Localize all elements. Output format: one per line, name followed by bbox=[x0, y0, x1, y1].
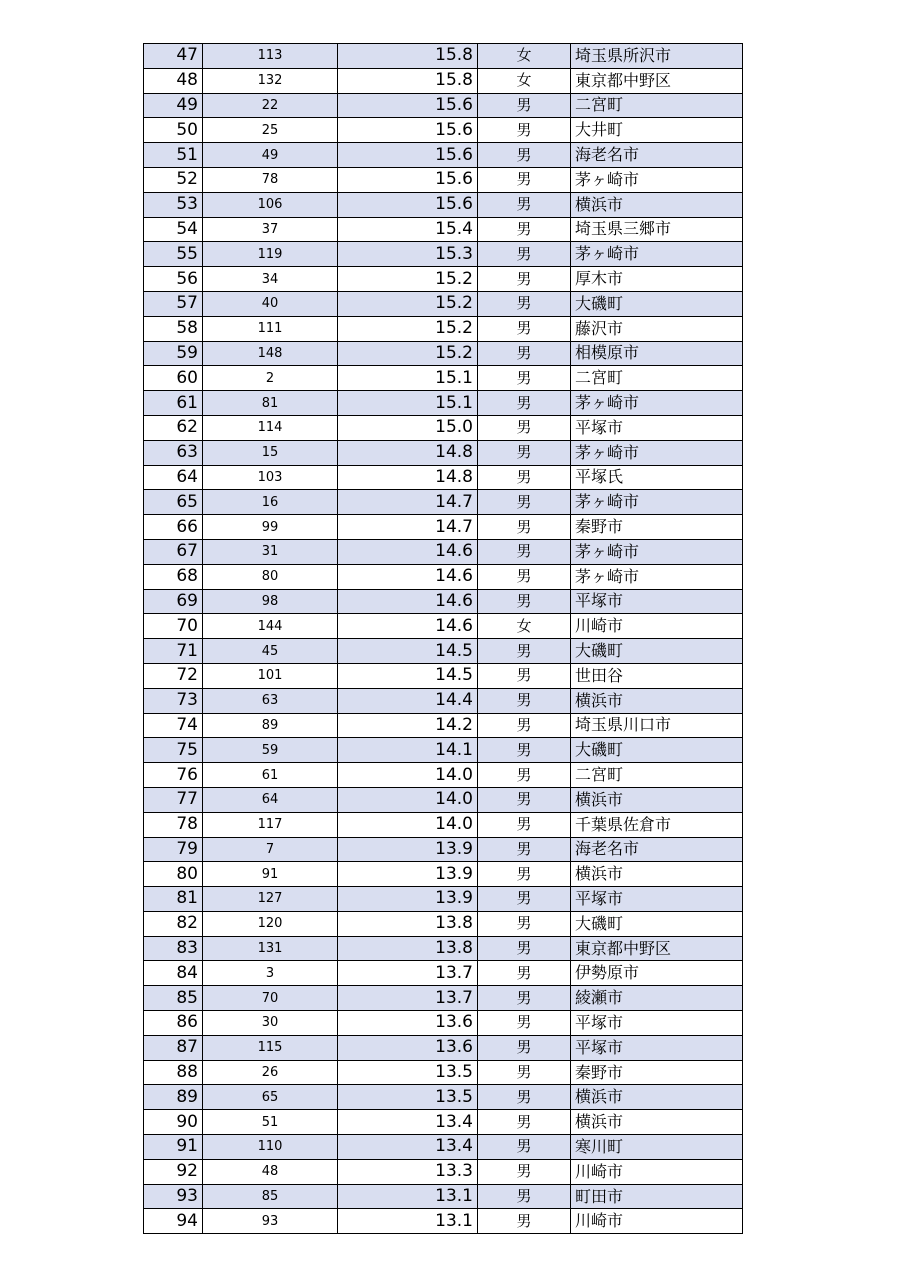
city-cell: 二宮町 bbox=[571, 763, 743, 788]
bib-number-cell: 144 bbox=[203, 614, 338, 639]
rank-cell: 66 bbox=[144, 515, 203, 540]
table-row bbox=[144, 93, 743, 118]
table-row bbox=[144, 366, 743, 391]
city-cell: 海老名市 bbox=[571, 143, 743, 168]
bib-number-cell: 45 bbox=[203, 639, 338, 664]
bib-number-cell: 117 bbox=[203, 812, 338, 837]
record-cell: 15.6 bbox=[338, 192, 478, 217]
city-cell: 横浜市 bbox=[571, 787, 743, 812]
table-row bbox=[144, 192, 743, 217]
table-row bbox=[144, 763, 743, 788]
rank-cell: 74 bbox=[144, 713, 203, 738]
bib-number-cell: 113 bbox=[203, 44, 338, 69]
rank-cell: 50 bbox=[144, 118, 203, 143]
bib-number-cell: 91 bbox=[203, 862, 338, 887]
rank-cell: 91 bbox=[144, 1135, 203, 1160]
rank-cell: 82 bbox=[144, 911, 203, 936]
rank-cell: 71 bbox=[144, 639, 203, 664]
bib-number-cell: 30 bbox=[203, 1011, 338, 1036]
city-cell: 茅ヶ崎市 bbox=[571, 391, 743, 416]
record-cell: 13.7 bbox=[338, 986, 478, 1011]
bib-number-cell: 93 bbox=[203, 1209, 338, 1234]
bib-number-cell: 98 bbox=[203, 589, 338, 614]
table-row bbox=[144, 1135, 743, 1160]
sex-cell: 男 bbox=[478, 291, 571, 316]
record-cell: 15.6 bbox=[338, 143, 478, 168]
city-cell: 平塚氏 bbox=[571, 465, 743, 490]
rank-cell: 76 bbox=[144, 763, 203, 788]
bib-number-cell: 49 bbox=[203, 143, 338, 168]
record-cell: 14.6 bbox=[338, 564, 478, 589]
record-cell: 13.4 bbox=[338, 1110, 478, 1135]
record-cell: 14.8 bbox=[338, 465, 478, 490]
city-cell: 東京都中野区 bbox=[571, 68, 743, 93]
rank-cell: 57 bbox=[144, 291, 203, 316]
table-row bbox=[144, 614, 743, 639]
record-cell: 13.8 bbox=[338, 936, 478, 961]
city-cell: 千葉県佐倉市 bbox=[571, 812, 743, 837]
sex-cell: 男 bbox=[478, 515, 571, 540]
sex-cell: 男 bbox=[478, 1209, 571, 1234]
city-cell: 平塚市 bbox=[571, 1035, 743, 1060]
record-cell: 15.6 bbox=[338, 167, 478, 192]
sex-cell: 男 bbox=[478, 961, 571, 986]
rank-cell: 75 bbox=[144, 738, 203, 763]
city-cell: 海老名市 bbox=[571, 837, 743, 862]
rank-cell: 67 bbox=[144, 539, 203, 564]
sex-cell: 男 bbox=[478, 316, 571, 341]
table-row bbox=[144, 44, 743, 69]
city-cell: 町田市 bbox=[571, 1184, 743, 1209]
sex-cell: 男 bbox=[478, 167, 571, 192]
bib-number-cell: 106 bbox=[203, 192, 338, 217]
sex-cell: 男 bbox=[478, 440, 571, 465]
sex-cell: 男 bbox=[478, 589, 571, 614]
bib-number-cell: 2 bbox=[203, 366, 338, 391]
city-cell: 二宮町 bbox=[571, 366, 743, 391]
record-cell: 13.1 bbox=[338, 1209, 478, 1234]
table-row bbox=[144, 1159, 743, 1184]
sex-cell: 男 bbox=[478, 267, 571, 292]
bib-number-cell: 89 bbox=[203, 713, 338, 738]
city-cell: 大磯町 bbox=[571, 291, 743, 316]
city-cell: 茅ヶ崎市 bbox=[571, 490, 743, 515]
rank-cell: 59 bbox=[144, 341, 203, 366]
record-cell: 14.2 bbox=[338, 713, 478, 738]
city-cell: 横浜市 bbox=[571, 862, 743, 887]
bib-number-cell: 31 bbox=[203, 539, 338, 564]
sex-cell: 男 bbox=[478, 192, 571, 217]
results-table bbox=[143, 43, 743, 1234]
city-cell: 二宮町 bbox=[571, 93, 743, 118]
record-cell: 13.3 bbox=[338, 1159, 478, 1184]
record-cell: 14.7 bbox=[338, 515, 478, 540]
rank-cell: 48 bbox=[144, 68, 203, 93]
sex-cell: 女 bbox=[478, 44, 571, 69]
sex-cell: 男 bbox=[478, 415, 571, 440]
sex-cell: 男 bbox=[478, 118, 571, 143]
table-row bbox=[144, 341, 743, 366]
record-cell: 13.9 bbox=[338, 862, 478, 887]
rank-cell: 69 bbox=[144, 589, 203, 614]
table-row bbox=[144, 167, 743, 192]
bib-number-cell: 111 bbox=[203, 316, 338, 341]
sex-cell: 男 bbox=[478, 887, 571, 912]
city-cell: 大磯町 bbox=[571, 738, 743, 763]
table-row bbox=[144, 118, 743, 143]
table-row bbox=[144, 862, 743, 887]
table-row bbox=[144, 961, 743, 986]
table-row bbox=[144, 713, 743, 738]
table-row bbox=[144, 217, 743, 242]
sex-cell: 男 bbox=[478, 391, 571, 416]
table-row bbox=[144, 639, 743, 664]
bib-number-cell: 40 bbox=[203, 291, 338, 316]
table-row bbox=[144, 391, 743, 416]
sex-cell: 男 bbox=[478, 143, 571, 168]
table-row bbox=[144, 837, 743, 862]
rank-cell: 63 bbox=[144, 440, 203, 465]
rank-cell: 68 bbox=[144, 564, 203, 589]
bib-number-cell: 48 bbox=[203, 1159, 338, 1184]
city-cell: 平塚市 bbox=[571, 589, 743, 614]
bib-number-cell: 110 bbox=[203, 1135, 338, 1160]
record-cell: 15.6 bbox=[338, 118, 478, 143]
bib-number-cell: 34 bbox=[203, 267, 338, 292]
results-table-body bbox=[144, 44, 743, 1234]
city-cell: 平塚市 bbox=[571, 1011, 743, 1036]
bib-number-cell: 85 bbox=[203, 1184, 338, 1209]
rank-cell: 89 bbox=[144, 1085, 203, 1110]
bib-number-cell: 22 bbox=[203, 93, 338, 118]
record-cell: 14.5 bbox=[338, 639, 478, 664]
city-cell: 横浜市 bbox=[571, 1110, 743, 1135]
rank-cell: 72 bbox=[144, 663, 203, 688]
rank-cell: 81 bbox=[144, 887, 203, 912]
rank-cell: 70 bbox=[144, 614, 203, 639]
bib-number-cell: 16 bbox=[203, 490, 338, 515]
city-cell: 川崎市 bbox=[571, 1209, 743, 1234]
table-row bbox=[144, 787, 743, 812]
rank-cell: 93 bbox=[144, 1184, 203, 1209]
record-cell: 14.0 bbox=[338, 812, 478, 837]
sex-cell: 男 bbox=[478, 93, 571, 118]
record-cell: 14.1 bbox=[338, 738, 478, 763]
table-row bbox=[144, 1110, 743, 1135]
table-row bbox=[144, 440, 743, 465]
bib-number-cell: 132 bbox=[203, 68, 338, 93]
sex-cell: 男 bbox=[478, 1135, 571, 1160]
record-cell: 15.3 bbox=[338, 242, 478, 267]
table-row bbox=[144, 887, 743, 912]
bib-number-cell: 61 bbox=[203, 763, 338, 788]
record-cell: 13.5 bbox=[338, 1060, 478, 1085]
rank-cell: 64 bbox=[144, 465, 203, 490]
table-row bbox=[144, 515, 743, 540]
record-cell: 15.4 bbox=[338, 217, 478, 242]
rank-cell: 56 bbox=[144, 267, 203, 292]
city-cell: 寒川町 bbox=[571, 1135, 743, 1160]
bib-number-cell: 78 bbox=[203, 167, 338, 192]
record-cell: 15.6 bbox=[338, 93, 478, 118]
rank-cell: 47 bbox=[144, 44, 203, 69]
city-cell: 綾瀬市 bbox=[571, 986, 743, 1011]
city-cell: 埼玉県川口市 bbox=[571, 713, 743, 738]
city-cell: 茅ヶ崎市 bbox=[571, 167, 743, 192]
record-cell: 14.6 bbox=[338, 589, 478, 614]
sex-cell: 男 bbox=[478, 738, 571, 763]
bib-number-cell: 119 bbox=[203, 242, 338, 267]
sex-cell: 男 bbox=[478, 1085, 571, 1110]
record-cell: 15.2 bbox=[338, 267, 478, 292]
bib-number-cell: 120 bbox=[203, 911, 338, 936]
table-row bbox=[144, 663, 743, 688]
bib-number-cell: 7 bbox=[203, 837, 338, 862]
rank-cell: 77 bbox=[144, 787, 203, 812]
record-cell: 13.6 bbox=[338, 1035, 478, 1060]
sex-cell: 男 bbox=[478, 1159, 571, 1184]
record-cell: 14.6 bbox=[338, 539, 478, 564]
table-row bbox=[144, 986, 743, 1011]
rank-cell: 86 bbox=[144, 1011, 203, 1036]
table-row bbox=[144, 465, 743, 490]
bib-number-cell: 26 bbox=[203, 1060, 338, 1085]
rank-cell: 61 bbox=[144, 391, 203, 416]
city-cell: 茅ヶ崎市 bbox=[571, 242, 743, 267]
record-cell: 15.1 bbox=[338, 366, 478, 391]
record-cell: 14.0 bbox=[338, 787, 478, 812]
rank-cell: 49 bbox=[144, 93, 203, 118]
table-row bbox=[144, 242, 743, 267]
rank-cell: 80 bbox=[144, 862, 203, 887]
table-row bbox=[144, 1085, 743, 1110]
rank-cell: 78 bbox=[144, 812, 203, 837]
table-row bbox=[144, 68, 743, 93]
table-row bbox=[144, 143, 743, 168]
sex-cell: 男 bbox=[478, 936, 571, 961]
record-cell: 14.7 bbox=[338, 490, 478, 515]
record-cell: 13.9 bbox=[338, 887, 478, 912]
city-cell: 平塚市 bbox=[571, 887, 743, 912]
sex-cell: 男 bbox=[478, 713, 571, 738]
sex-cell: 男 bbox=[478, 812, 571, 837]
rank-cell: 55 bbox=[144, 242, 203, 267]
city-cell: 東京都中野区 bbox=[571, 936, 743, 961]
bib-number-cell: 131 bbox=[203, 936, 338, 961]
table-row bbox=[144, 738, 743, 763]
rank-cell: 88 bbox=[144, 1060, 203, 1085]
city-cell: 茅ヶ崎市 bbox=[571, 564, 743, 589]
table-row bbox=[144, 1035, 743, 1060]
city-cell: 横浜市 bbox=[571, 1085, 743, 1110]
sex-cell: 男 bbox=[478, 1184, 571, 1209]
sex-cell: 男 bbox=[478, 837, 571, 862]
bib-number-cell: 101 bbox=[203, 663, 338, 688]
record-cell: 13.4 bbox=[338, 1135, 478, 1160]
bib-number-cell: 80 bbox=[203, 564, 338, 589]
record-cell: 13.7 bbox=[338, 961, 478, 986]
city-cell: 川崎市 bbox=[571, 1159, 743, 1184]
bib-number-cell: 103 bbox=[203, 465, 338, 490]
table-row bbox=[144, 490, 743, 515]
record-cell: 14.6 bbox=[338, 614, 478, 639]
city-cell: 秦野市 bbox=[571, 515, 743, 540]
sex-cell: 男 bbox=[478, 763, 571, 788]
table-row bbox=[144, 812, 743, 837]
rank-cell: 90 bbox=[144, 1110, 203, 1135]
rank-cell: 92 bbox=[144, 1159, 203, 1184]
bib-number-cell: 81 bbox=[203, 391, 338, 416]
rank-cell: 54 bbox=[144, 217, 203, 242]
bib-number-cell: 3 bbox=[203, 961, 338, 986]
record-cell: 14.5 bbox=[338, 663, 478, 688]
record-cell: 15.1 bbox=[338, 391, 478, 416]
sex-cell: 男 bbox=[478, 1060, 571, 1085]
bib-number-cell: 115 bbox=[203, 1035, 338, 1060]
record-cell: 13.5 bbox=[338, 1085, 478, 1110]
rank-cell: 87 bbox=[144, 1035, 203, 1060]
record-cell: 15.0 bbox=[338, 415, 478, 440]
bib-number-cell: 59 bbox=[203, 738, 338, 763]
rank-cell: 73 bbox=[144, 688, 203, 713]
rank-cell: 84 bbox=[144, 961, 203, 986]
bib-number-cell: 70 bbox=[203, 986, 338, 1011]
sex-cell: 男 bbox=[478, 862, 571, 887]
table-row bbox=[144, 1184, 743, 1209]
rank-cell: 79 bbox=[144, 837, 203, 862]
city-cell: 相模原市 bbox=[571, 341, 743, 366]
table-row bbox=[144, 911, 743, 936]
rank-cell: 60 bbox=[144, 366, 203, 391]
record-cell: 15.8 bbox=[338, 44, 478, 69]
sex-cell: 男 bbox=[478, 1035, 571, 1060]
bib-number-cell: 114 bbox=[203, 415, 338, 440]
city-cell: 川崎市 bbox=[571, 614, 743, 639]
record-cell: 15.2 bbox=[338, 316, 478, 341]
sex-cell: 男 bbox=[478, 341, 571, 366]
city-cell: 埼玉県三郷市 bbox=[571, 217, 743, 242]
rank-cell: 85 bbox=[144, 986, 203, 1011]
sex-cell: 女 bbox=[478, 68, 571, 93]
sex-cell: 男 bbox=[478, 242, 571, 267]
rank-cell: 52 bbox=[144, 167, 203, 192]
table-row bbox=[144, 267, 743, 292]
bib-number-cell: 65 bbox=[203, 1085, 338, 1110]
table-row bbox=[144, 564, 743, 589]
record-cell: 13.8 bbox=[338, 911, 478, 936]
table-row bbox=[144, 539, 743, 564]
record-cell: 15.2 bbox=[338, 341, 478, 366]
record-cell: 13.1 bbox=[338, 1184, 478, 1209]
table-row bbox=[144, 1011, 743, 1036]
city-cell: 茅ヶ崎市 bbox=[571, 440, 743, 465]
sex-cell: 男 bbox=[478, 688, 571, 713]
sex-cell: 男 bbox=[478, 663, 571, 688]
table-row bbox=[144, 936, 743, 961]
table-row bbox=[144, 316, 743, 341]
bib-number-cell: 63 bbox=[203, 688, 338, 713]
bib-number-cell: 51 bbox=[203, 1110, 338, 1135]
rank-cell: 94 bbox=[144, 1209, 203, 1234]
record-cell: 15.8 bbox=[338, 68, 478, 93]
sex-cell: 男 bbox=[478, 787, 571, 812]
city-cell: 大磯町 bbox=[571, 911, 743, 936]
sex-cell: 男 bbox=[478, 539, 571, 564]
sex-cell: 男 bbox=[478, 564, 571, 589]
bib-number-cell: 15 bbox=[203, 440, 338, 465]
record-cell: 14.0 bbox=[338, 763, 478, 788]
sex-cell: 男 bbox=[478, 911, 571, 936]
sex-cell: 男 bbox=[478, 366, 571, 391]
table-row bbox=[144, 415, 743, 440]
city-cell: 秦野市 bbox=[571, 1060, 743, 1085]
city-cell: 世田谷 bbox=[571, 663, 743, 688]
rank-cell: 53 bbox=[144, 192, 203, 217]
sex-cell: 女 bbox=[478, 614, 571, 639]
record-cell: 13.9 bbox=[338, 837, 478, 862]
sex-cell: 男 bbox=[478, 639, 571, 664]
record-cell: 14.4 bbox=[338, 688, 478, 713]
rank-cell: 83 bbox=[144, 936, 203, 961]
bib-number-cell: 64 bbox=[203, 787, 338, 812]
city-cell: 大磯町 bbox=[571, 639, 743, 664]
table-row bbox=[144, 291, 743, 316]
record-cell: 14.8 bbox=[338, 440, 478, 465]
city-cell: 埼玉県所沢市 bbox=[571, 44, 743, 69]
bib-number-cell: 37 bbox=[203, 217, 338, 242]
record-cell: 15.2 bbox=[338, 291, 478, 316]
city-cell: 厚木市 bbox=[571, 267, 743, 292]
sex-cell: 男 bbox=[478, 986, 571, 1011]
table-row bbox=[144, 1209, 743, 1234]
city-cell: 横浜市 bbox=[571, 192, 743, 217]
bib-number-cell: 148 bbox=[203, 341, 338, 366]
city-cell: 茅ヶ崎市 bbox=[571, 539, 743, 564]
city-cell: 横浜市 bbox=[571, 688, 743, 713]
city-cell: 平塚市 bbox=[571, 415, 743, 440]
sex-cell: 男 bbox=[478, 465, 571, 490]
record-cell: 13.6 bbox=[338, 1011, 478, 1036]
rank-cell: 62 bbox=[144, 415, 203, 440]
table-row bbox=[144, 688, 743, 713]
rank-cell: 58 bbox=[144, 316, 203, 341]
sex-cell: 男 bbox=[478, 1011, 571, 1036]
bib-number-cell: 127 bbox=[203, 887, 338, 912]
bib-number-cell: 25 bbox=[203, 118, 338, 143]
sex-cell: 男 bbox=[478, 490, 571, 515]
bib-number-cell: 99 bbox=[203, 515, 338, 540]
city-cell: 伊勢原市 bbox=[571, 961, 743, 986]
sex-cell: 男 bbox=[478, 217, 571, 242]
rank-cell: 51 bbox=[144, 143, 203, 168]
rank-cell: 65 bbox=[144, 490, 203, 515]
city-cell: 藤沢市 bbox=[571, 316, 743, 341]
city-cell: 大井町 bbox=[571, 118, 743, 143]
table-row bbox=[144, 1060, 743, 1085]
sex-cell: 男 bbox=[478, 1110, 571, 1135]
table-row bbox=[144, 589, 743, 614]
